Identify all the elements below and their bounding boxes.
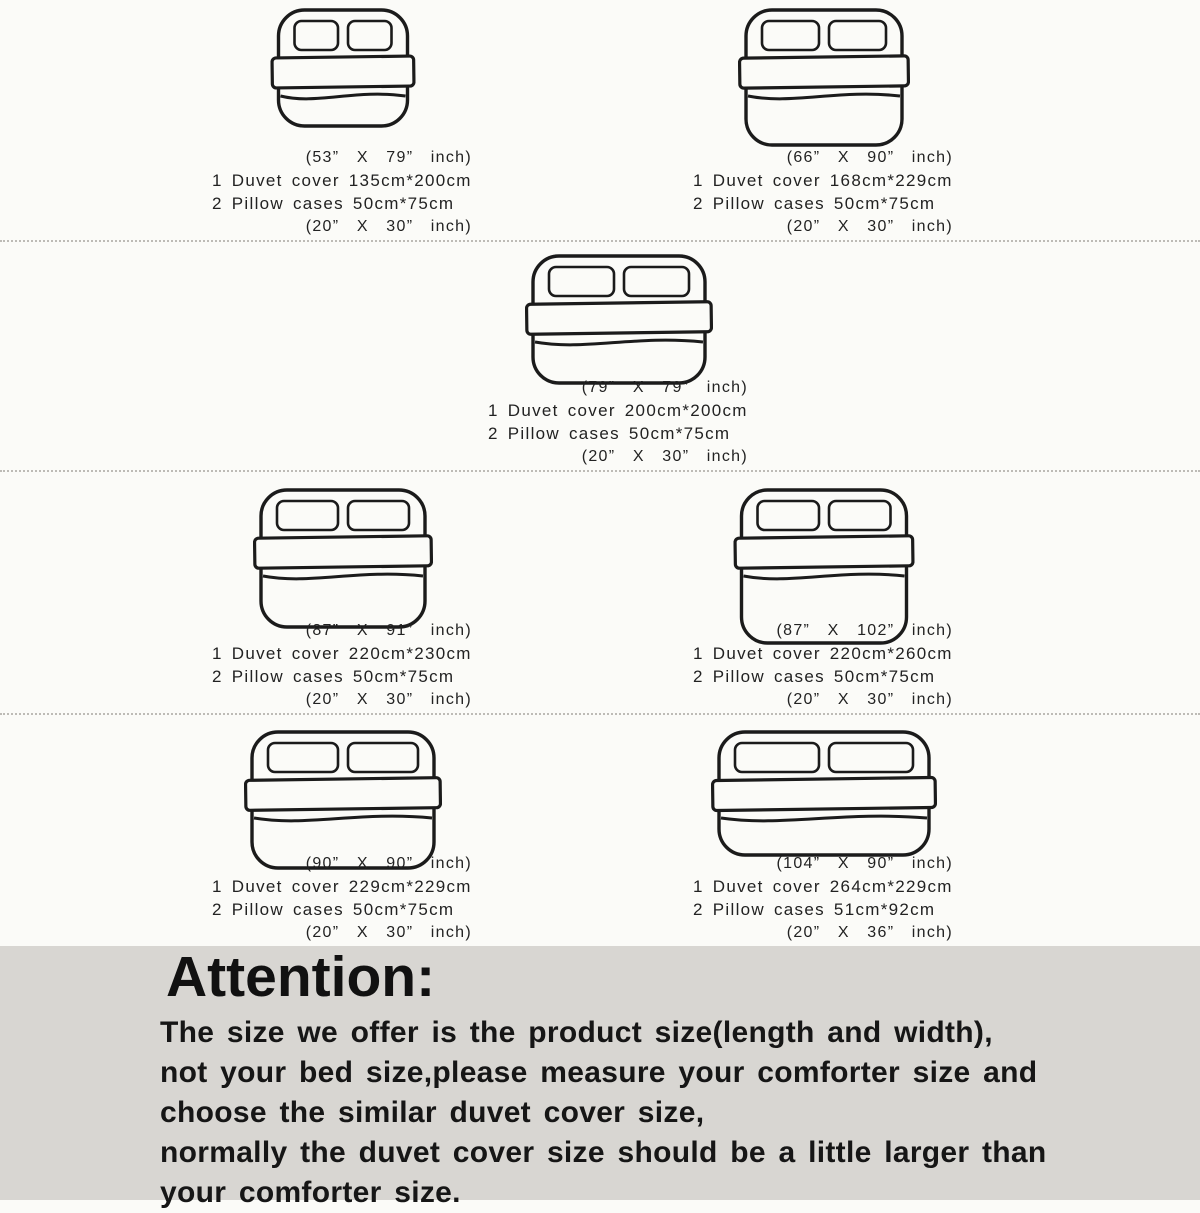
size-card-87x91 — [212, 472, 474, 713]
pillow-inch-size: (20” X 30” inch) — [305, 691, 472, 708]
duvet-inch-size: (53” X 79” inch) — [305, 149, 472, 166]
size-card-90x90 — [212, 715, 474, 946]
size-spec — [693, 146, 955, 238]
pillow-cm-size: 2 Pillow cases 50cm*75cm — [488, 424, 731, 443]
pillow-cm-size: 2 Pillow cases 51cm*92cm — [693, 900, 936, 919]
bed-top-view-icon — [525, 254, 713, 390]
size-spec — [488, 376, 750, 468]
size-chart-row-2 — [0, 240, 1200, 470]
size-spec — [212, 619, 474, 711]
duvet-inch-size: (90” X 90” inch) — [305, 855, 472, 872]
duvet-inch-size: (87” X 102” inch) — [776, 622, 953, 639]
attention-text-line: normally the duvet cover size should be a little larger than — [160, 1136, 1047, 1169]
duvet-cm-size: 1 Duvet cover 229cm*229cm — [212, 877, 472, 896]
attention-heading: Attention: — [166, 945, 436, 1009]
duvet-inch-size: (87” X 91” inch) — [305, 622, 472, 639]
pillow-cm-size: 2 Pillow cases 50cm*75cm — [693, 194, 936, 213]
size-spec — [693, 619, 955, 711]
size-card-104x90 — [693, 715, 955, 946]
size-chart-row-4 — [0, 713, 1200, 946]
pillow-inch-size: (20” X 30” inch) — [581, 448, 748, 465]
pillow-cm-size: 2 Pillow cases 50cm*75cm — [693, 667, 936, 686]
duvet-inch-size: (66” X 90” inch) — [786, 149, 953, 166]
duvet-inch-size: (79” X 79” inch) — [581, 379, 748, 396]
size-chart-row-3 — [0, 470, 1200, 713]
size-card-79x79 — [488, 242, 750, 470]
attention-text-line: not your bed size,please measure your comforter size and — [160, 1056, 1038, 1089]
duvet-cm-size: 1 Duvet cover 200cm*200cm — [488, 401, 748, 420]
duvet-inch-size: (104” X 90” inch) — [776, 855, 953, 872]
size-card-53x79 — [212, 0, 474, 240]
pillow-inch-size: (20” X 30” inch) — [305, 218, 472, 235]
duvet-cm-size: 1 Duvet cover 220cm*260cm — [693, 644, 953, 663]
attention-text-line: your comforter size. — [160, 1176, 461, 1209]
attention-text-line: The size we offer is the product size(length and width), — [160, 1016, 993, 1049]
size-spec — [212, 852, 474, 944]
attention-notice — [0, 945, 1200, 1209]
duvet-cm-size: 1 Duvet cover 264cm*229cm — [693, 877, 953, 896]
bed-top-view-icon — [738, 8, 910, 152]
pillow-cm-size: 2 Pillow cases 50cm*75cm — [212, 900, 455, 919]
duvet-cm-size: 1 Duvet cover 135cm*200cm — [212, 171, 472, 190]
attention-text-line: choose the similar duvet cover size, — [160, 1096, 705, 1129]
pillow-inch-size: (20” X 30” inch) — [786, 691, 953, 708]
size-spec — [212, 146, 474, 238]
pillow-inch-size: (20” X 30” inch) — [786, 218, 953, 235]
duvet-cm-size: 1 Duvet cover 220cm*230cm — [212, 644, 472, 663]
size-chart-row-1 — [0, 0, 1200, 240]
bed-top-view-icon — [253, 488, 433, 634]
bed-top-view-icon — [271, 8, 416, 133]
pillow-inch-size: (20” X 36” inch) — [786, 924, 953, 941]
size-card-87x102 — [693, 472, 955, 713]
bed-top-view-icon — [711, 730, 937, 862]
size-card-66x90 — [693, 0, 955, 240]
duvet-cm-size: 1 Duvet cover 168cm*229cm — [693, 171, 953, 190]
pillow-cm-size: 2 Pillow cases 50cm*75cm — [212, 194, 455, 213]
pillow-cm-size: 2 Pillow cases 50cm*75cm — [212, 667, 455, 686]
size-spec — [693, 852, 955, 944]
pillow-inch-size: (20” X 30” inch) — [305, 924, 472, 941]
